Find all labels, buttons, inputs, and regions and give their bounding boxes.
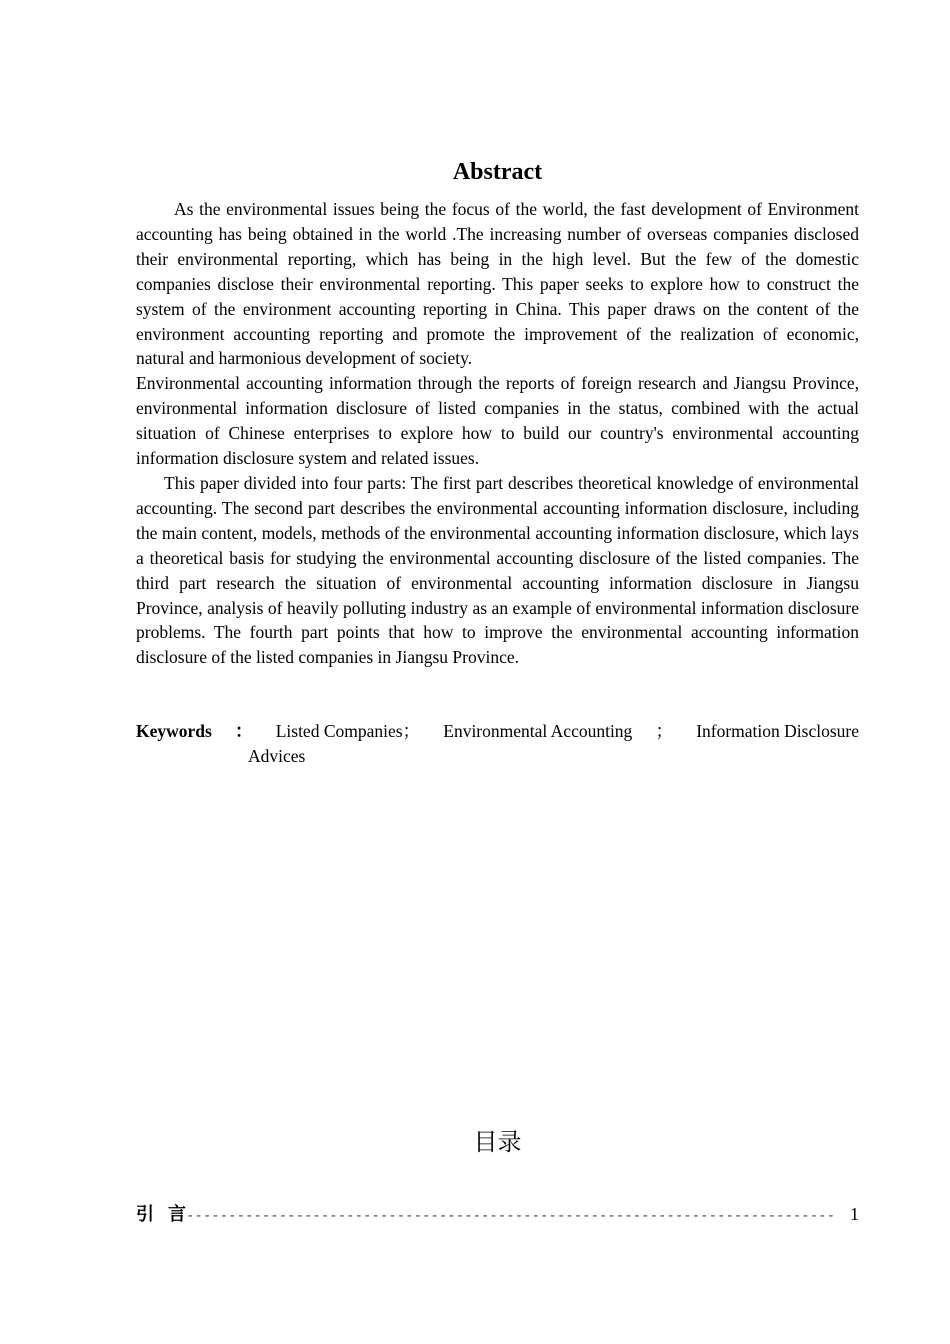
keyword-information-disclosure: Information Disclosure [696, 721, 859, 741]
toc-entry-page-number: 1 [850, 1204, 859, 1224]
abstract-paragraph-1: As the environmental issues being the focus of the world, the fast development of Environment accounting has being obtained in the world .The increasing number of overseas companies disclosed their environmental reporting, which has being in the high level. But the few of the domestic companies disclose their environmental reporting. This paper seeks to explore how to construct the system of the environment accounting reporting in China. This paper draws on the content of the environment accounting reporting and promote the improvement of the realization of economic, natural and harmonious development of society. [136, 199, 859, 369]
keywords-colon: ： [235, 721, 253, 741]
keyword-listed-companies: Listed Companies； [275, 721, 421, 741]
toc-entry-label: 引言 [136, 1204, 200, 1225]
abstract-paragraph-3: This paper divided into four parts: The first part describes theoretical knowledge of environmental accounting. The second part describes the environmental accounting information disclosure, including the main content, models, methods of the environmental accounting information disclosure, which lays a theoretical basis for studying the environmental accounting disclosure of the listed companies. The third part research the situation of environmental accounting information disclosure in Jiangsu Province, analysis of heavily polluting industry as an example of environmental information disclosure problems. The fourth part points that how to improve the environmental accounting information disclosure of the listed companies in Jiangsu Province. [136, 472, 859, 668]
abstract-body [136, 197, 859, 670]
toc-entry-leader: ----------------------------------------------------------------------------- [186, 1208, 836, 1224]
abstract-heading: Abstract [452, 159, 543, 185]
keyword-environmental-accounting: Environmental Accounting [443, 721, 633, 741]
keywords-block [136, 719, 859, 769]
abstract-paragraph-2: Environmental accounting information through the reports of foreign research and Jiangsu Province, environmental information disclosure of listed companies in the status, combined with the actual situation of Chinese enterprises to explore how to build our country's environmental accounting information disclosure system and related issues. [136, 373, 859, 469]
keywords-continuation: Advices [248, 745, 306, 766]
toc-heading: 目录 [473, 1128, 522, 1156]
keywords-label: Keywords [136, 721, 212, 741]
keyword-separator: ； [655, 721, 673, 741]
toc-entry[interactable] [136, 1201, 859, 1227]
keywords-line [136, 719, 859, 744]
